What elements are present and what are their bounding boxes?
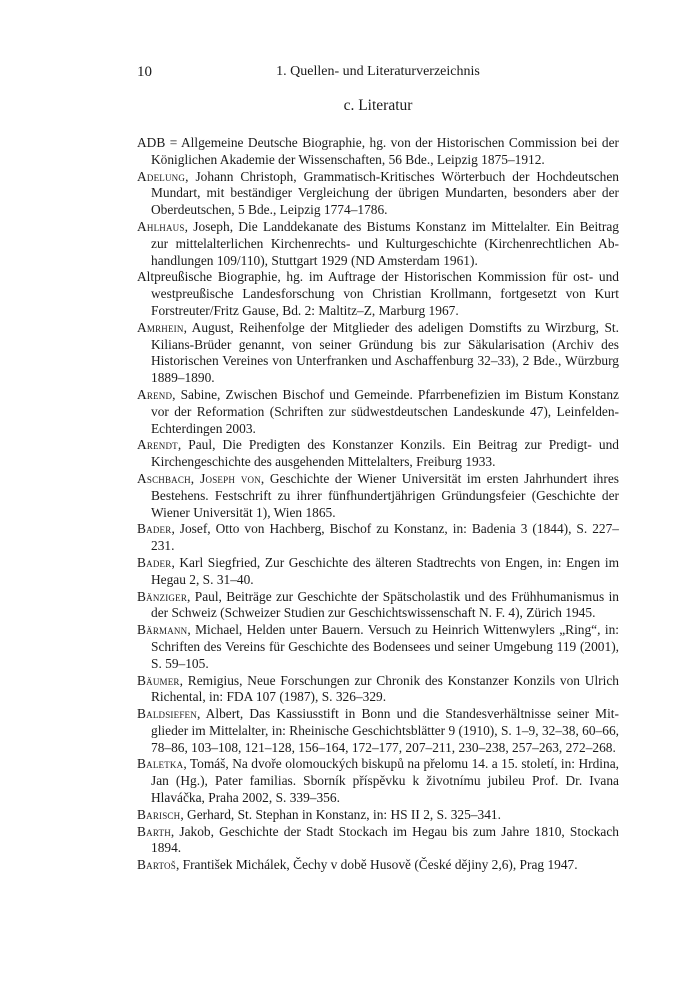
bibliography-entry xyxy=(137,673,619,707)
entry-text: , Johann Christoph, Grammatisch-Kritisches Wörterbuch der Hochdeutschen Mundart, mit beständiger Vergleichung der übrigen Mundarten, besonders aber der Oberdeutschen, 5 Bde., Leipzig 1774–1786. xyxy=(151,168,619,218)
entry-author: Baldsiefen xyxy=(137,706,197,722)
entry-author: Bäumer xyxy=(137,672,180,688)
bibliography-entry xyxy=(137,387,619,437)
entry-author: Bader xyxy=(137,521,172,537)
entry-text: , Gerhard, St. Stephan in Konstanz, in: HS II 2, S. 325–341. xyxy=(180,806,501,822)
bibliography-entry xyxy=(137,521,619,555)
bibliography-entry xyxy=(137,756,619,806)
entry-text: , Paul, Beiträge zur Geschichte der Spätscholastik und des Frühhumanismus in der Schweiz (Schweizer Studien zur Geschichtswissenschaft N. F. 4), Zürich 1945. xyxy=(151,588,619,621)
bibliography-entry xyxy=(137,857,619,874)
entry-text: , Karl Siegfried, Zur Geschichte des älteren Stadtrechts von Engen, in: Engen im Hegau 2, S. 31–40. xyxy=(151,554,619,587)
entry-text: , Josef, Otto von Hachberg, Bischof zu Konstanz, in: Badenia 3 (1844), S. 227–231. xyxy=(151,521,619,554)
entry-author: Bärmann xyxy=(137,622,188,638)
running-title: 1. Quellen- und Literaturverzeichnis xyxy=(276,64,480,79)
entry-text: , Jakob, Geschichte der Stadt Stockach im Hegau bis zum Jahre 1810, Stockach 1894. xyxy=(151,823,619,856)
bibliography-entry xyxy=(137,807,619,824)
bibliography-entry xyxy=(137,169,619,219)
entry-text: , August, Reihenfolge der Mitglieder des adeligen Domstifts zu Wirzburg, St. Kilians-Brüder genannt, von seiner Gründung bis zur Säkularisation (Archiv des Historischen Vereines von Unterfranken und Aschaffenburg 32–33), 2 Bde., Würzburg 1889–1890. xyxy=(151,319,619,386)
entry-text: , František Michálek, Čechy v době Husově (České dějiny 2,6), Prag 1947. xyxy=(175,857,578,873)
entry-author: Bartoš xyxy=(137,857,176,873)
entry-text: , Joseph, Die Landdekanate des Bistums Konstanz im Mittelalter. Ein Beitrag zur mittelalterlichen Kirchenrechts- und Kulturgeschichte (Kirchenrechtlichen Abhandlungen 109/110), Stuttgart 1929 (ND Amsterdam 1961). xyxy=(151,218,619,268)
entry-author: Ahlhaus xyxy=(137,218,185,234)
page-number: 10 xyxy=(137,64,152,80)
entry-text: , Sabine, Zwischen Bischof und Gemeinde. Pfarrbenefizien im Bistum Konstanz vor der Reformation (Schriften zur südwestdeutschen Landeskunde 47), Leinfelden-Echterdingen 2003. xyxy=(151,386,619,436)
bibliography-entry xyxy=(137,555,619,589)
bibliography-entry xyxy=(137,706,619,756)
entry-text: Altpreußische Biographie, hg. im Auftrage der Historischen Kommission für ost- und westpreußische Landesforschung von Christian Krollmann, fortgesetzt von Kurt Forstreuter/Fritz Gause, Bd. 2: Maltitz–Z, Marburg 1967. xyxy=(137,269,619,318)
bibliography-entry xyxy=(137,320,619,387)
entry-author: Amrhein xyxy=(137,319,184,335)
entry-text: ADB = Allgemeine Deutsche Biographie, hg. von der Historischen Commission bei der Königlichen Akademie der Wissenschaften, 56 Bde., Leipzig 1875–1912. xyxy=(137,135,619,167)
section-heading: c. Literatur xyxy=(343,97,413,114)
entry-author: Barth xyxy=(137,823,171,839)
bibliography-list xyxy=(137,135,619,874)
bibliography-entry xyxy=(137,589,619,623)
bibliography-entry xyxy=(137,622,619,672)
entry-author: Adelung xyxy=(137,168,186,184)
bibliography-entry xyxy=(137,471,619,521)
entry-text: , Albert, Das Kassiusstift in Bonn und die Standesverhältnisse seiner Mitglieder im Mittelalter, in: Rheinische Geschichtsblätter 9 (1910), S. 1–9, 32–38, 60–66, 78–86, 103–108, 121–128, 156–164, 172–177, 207–211, 230–238, 257–263, 272–268. xyxy=(151,706,619,755)
entry-author: Arend xyxy=(137,386,173,402)
bibliography-entry xyxy=(137,437,619,471)
entry-author: Barisch xyxy=(137,806,181,822)
bibliography-entry xyxy=(137,269,619,319)
entry-author: Bänziger xyxy=(137,588,188,604)
entry-text: , Remigius, Neue Forschungen zur Chronik des Konstanzer Konzils von Ulrich Richental, in: FDA 107 (1987), S. 326–329. xyxy=(151,672,619,705)
entry-author: Bader xyxy=(137,554,172,570)
entry-author: Baletka xyxy=(137,756,184,772)
entry-author: Aschbach, Joseph von xyxy=(137,470,261,486)
entry-text: , Paul, Die Predigten des Konstanzer Konzils. Ein Beitrag zur Predigt- und Kirchengeschichte des ausgehenden Mittelalters, Freiburg 1933. xyxy=(151,437,619,470)
entry-text: , Michael, Helden unter Bauern. Versuch zu Heinrich Wittenwylers „Ring“, in: Schriften des Vereins für Geschichte des Bodensees und seiner Umgebung 119 (2001), S. 59–105. xyxy=(151,622,619,671)
entry-author: Arendt xyxy=(137,437,178,453)
bibliography-entry xyxy=(137,824,619,858)
entry-text: , Tomáš, Na dvoře olomouckých biskupů na přelomu 14. a 15. století, in: Hrdina, Jan (Hg.), Pater familias. Sborník příspěvku k životnímu jubileu Prof. Dr. Ivana Hlaváčka, Praha 2002, S. 339–356. xyxy=(151,756,619,806)
entry-text: , Geschichte der Wiener Universität im ersten Jahrhundert ihres Bestehens. Festschrift zu ihrer fünfhundertjährigen Gründungsfeier (Geschichte der Wiener Universität 1), Wien 1865. xyxy=(151,470,619,520)
bibliography-entry xyxy=(137,219,619,269)
bibliography-entry xyxy=(137,135,619,169)
running-head xyxy=(137,62,619,82)
